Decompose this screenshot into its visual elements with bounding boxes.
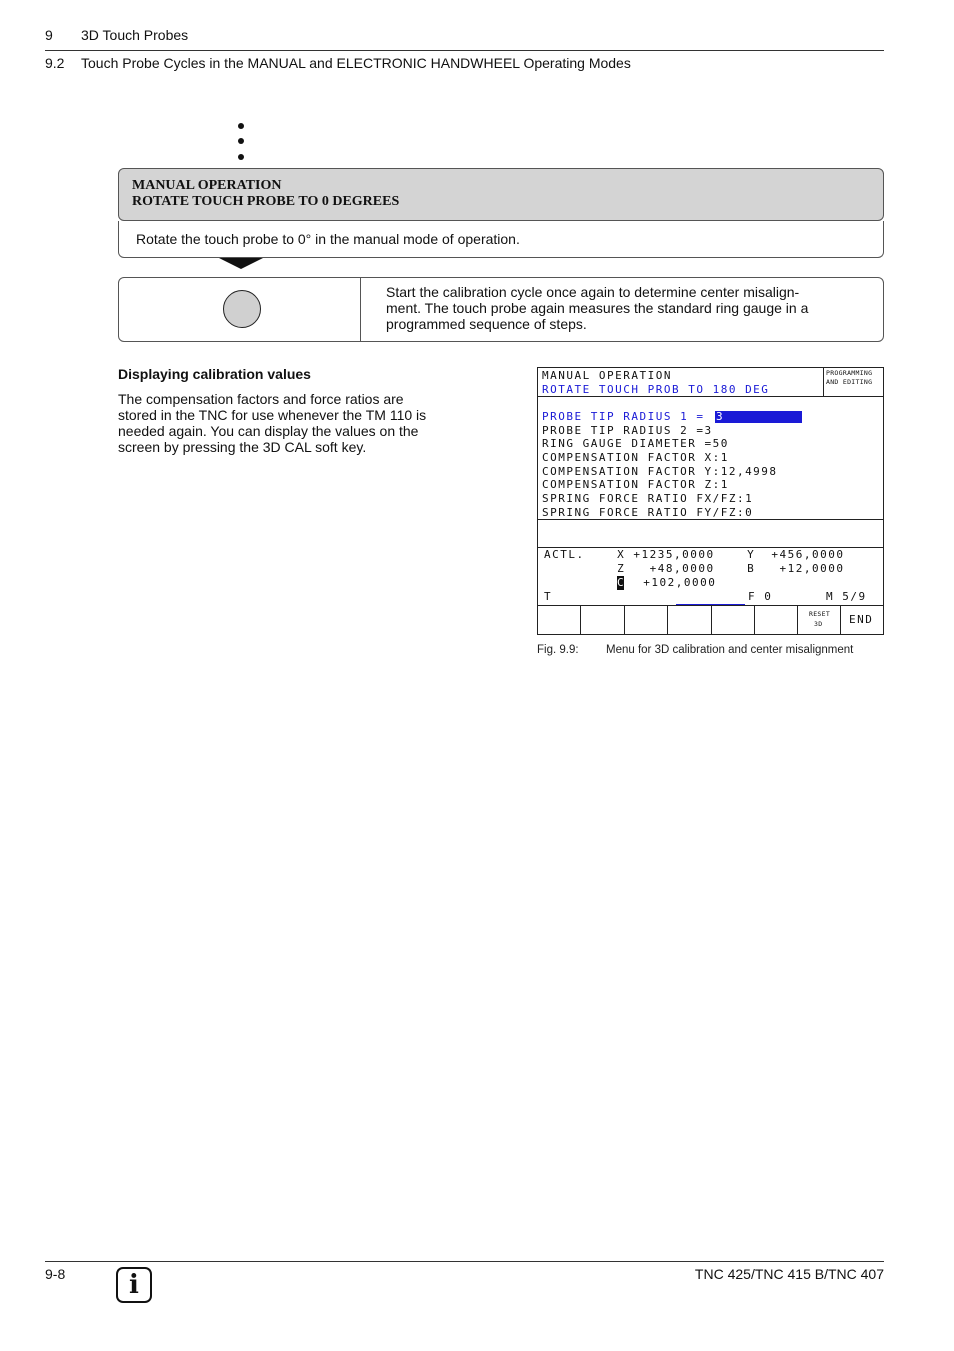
step2-divider	[360, 278, 361, 341]
side-mode-line2: AND EDITING	[826, 378, 873, 386]
axis-c-value: +102,0000	[627, 576, 717, 589]
step-title-line2: ROTATE TOUCH PROBE TO 0 DEGREES	[132, 194, 400, 209]
step2-box	[118, 277, 884, 342]
step-title-line1: MANUAL OPERATION	[132, 178, 282, 193]
status-feed: F 0	[748, 590, 773, 603]
softkey-reset-3d[interactable]	[798, 606, 840, 635]
product-model: TNC 425/TNC 415 B/TNC 407	[694, 1266, 884, 1282]
step2-line: programmed sequence of steps.	[386, 316, 587, 332]
softkey-reset-label: 3D	[814, 620, 823, 628]
paragraph-line: needed again. You can display the values on the	[118, 423, 419, 439]
status-misc: M 5/9	[826, 590, 867, 603]
softkey-empty[interactable]	[668, 606, 711, 635]
param-line: SPRING FORCE RATIO FX/FZ:1	[542, 492, 754, 505]
softkey-empty[interactable]	[538, 606, 580, 635]
softkey-end-label: END	[849, 613, 874, 626]
softkey-empty[interactable]	[755, 606, 797, 635]
param-line: PROBE TIP RADIUS 2 =3	[542, 424, 713, 437]
axis-c-label: C	[617, 576, 624, 589]
active-param-value[interactable]: 3	[716, 410, 725, 423]
screen-mode-line1: MANUAL OPERATION	[542, 369, 672, 382]
figure-label: Fig. 9.9:	[537, 644, 579, 656]
softkey-end[interactable]	[841, 606, 883, 635]
softkey-empty[interactable]	[712, 606, 754, 635]
step-header	[118, 168, 884, 221]
screen-divider	[538, 396, 883, 397]
footer-rule	[45, 1261, 884, 1262]
param-line: COMPENSATION FACTOR X:1	[542, 451, 729, 464]
paragraph-line: stored in the TNC for use whenever the TM 110 is	[118, 407, 427, 423]
active-param-label: PROBE TIP RADIUS 1 =	[542, 410, 705, 423]
step2-line: ment. The touch probe again measures the standard ring gauge in a	[386, 300, 809, 316]
side-mode-line1: PROGRAMMING	[826, 369, 873, 377]
flow-dot	[238, 154, 244, 160]
figure-caption: Menu for 3D calibration and center misalignment	[606, 644, 854, 656]
flow-arrow-down-icon	[219, 258, 263, 269]
chapter-number: 9	[45, 27, 53, 43]
input-cursor	[715, 411, 802, 423]
section-heading: Displaying calibration values	[118, 366, 311, 382]
info-glyph: i	[129, 1270, 139, 1300]
param-line: COMPENSATION FACTOR Y:12,4998	[542, 465, 778, 478]
flow-dot	[238, 123, 244, 129]
section-number: 9.2	[45, 55, 65, 71]
paragraph-line: The compensation factors and force ratios are	[118, 391, 404, 407]
softkey-empty[interactable]	[625, 606, 667, 635]
info-icon	[116, 1267, 152, 1303]
param-line: SPRING FORCE RATIO FY/FZ:0	[542, 506, 754, 519]
chapter-title: 3D Touch Probes	[81, 27, 189, 43]
tnc-screen	[537, 367, 884, 635]
step2-line: Start the calibration cycle once again to determine center misalign-	[386, 284, 800, 300]
paragraph-line: screen by pressing the 3D CAL soft key.	[118, 439, 367, 455]
position-row: Z +48,0000 B +12,0000	[544, 562, 845, 575]
step2-text	[386, 284, 808, 332]
flow-dot	[238, 138, 244, 144]
screen-mode-divider	[823, 368, 824, 397]
param-line: RING GAUGE DIAMETER =50	[542, 437, 729, 450]
softkey-empty[interactable]	[581, 606, 624, 635]
softkey-reset-label: RESET	[809, 610, 831, 618]
position-row: ACTL. X +1235,0000 Y +456,0000	[544, 548, 845, 561]
screen-mode-line2: ROTATE TOUCH PROB TO 180 DEG	[542, 383, 770, 396]
step-body	[118, 221, 884, 258]
start-key-icon	[223, 290, 261, 328]
header-rule	[45, 50, 884, 51]
step-text: Rotate the touch probe to 0° in the manual mode of operation.	[136, 231, 520, 247]
screen-divider	[538, 519, 883, 520]
status-tool: T	[544, 590, 553, 603]
section-title: Touch Probe Cycles in the MANUAL and ELECTRONIC HANDWHEEL Operating Modes	[81, 55, 631, 71]
param-line: COMPENSATION FACTOR Z:1	[542, 478, 729, 491]
page-number: 9-8	[45, 1266, 66, 1282]
